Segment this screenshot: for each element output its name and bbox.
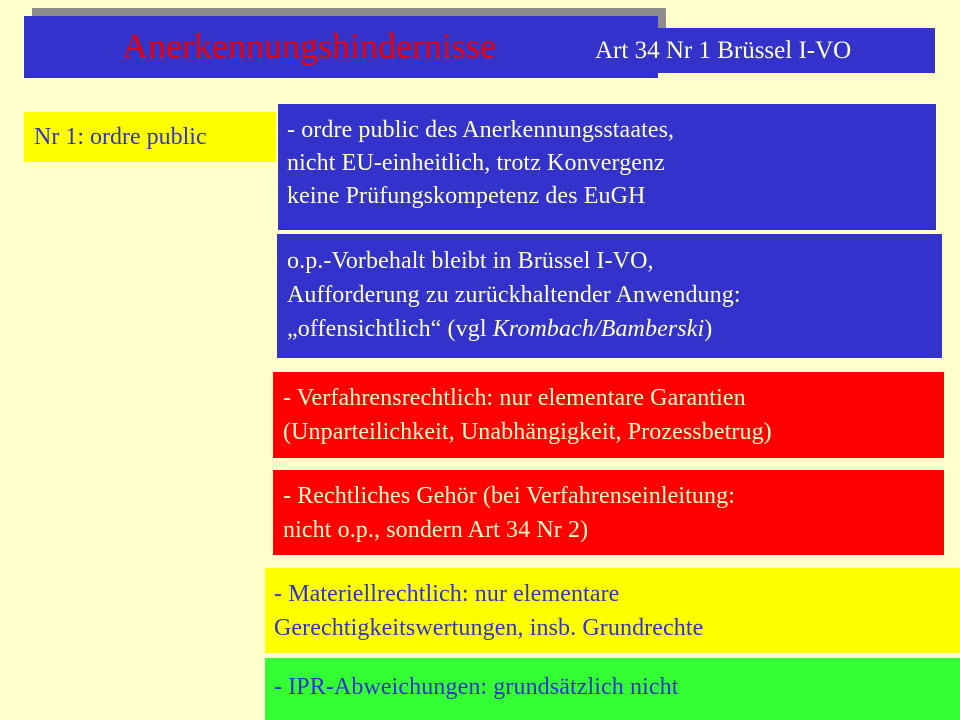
text-line: - Verfahrensrechtlich: nur elementare Garantien (283, 385, 746, 411)
op-reservation-box (277, 234, 942, 358)
text-line: nicht EU-einheitlich, trotz Konvergenz (287, 150, 665, 176)
article-reference: Art 34 Nr 1 Brüssel I-VO (583, 28, 935, 73)
ordre-public-box (278, 104, 936, 230)
text-prefix: „offensichtlich“ (vgl (287, 316, 493, 342)
text-line: - ordre public des Anerkennungsstaates, (287, 117, 675, 143)
substantive-law-box (265, 568, 960, 653)
procedural-box (273, 372, 944, 458)
slide-title: Anerkennungshindernisse (122, 26, 496, 66)
text-line: o.p.-Vorbehalt bleibt in Brüssel I-VO, (287, 248, 654, 274)
text-line: - Materiellrechtlich: nur elementare (274, 581, 620, 607)
text-suffix: ) (704, 316, 713, 342)
title-bar (24, 16, 658, 78)
right-to-be-heard-box (273, 470, 944, 555)
text-line: keine Prüfungskompetenz des EuGH (287, 183, 646, 209)
text-line: (Unparteilichkeit, Unabhängigkeit, Prozessbetrug) (283, 419, 772, 445)
pil-deviations-box (265, 658, 960, 720)
text-line: - IPR-Abweichungen: grundsätzlich nicht (274, 674, 679, 700)
text-line: Aufforderung zu zurückhaltender Anwendung: (287, 282, 741, 308)
text-line: Gerechtigkeitswertungen, insb. Grundrechte (274, 615, 704, 641)
section-label: Nr 1: ordre public (24, 112, 276, 162)
text-line: - Rechtliches Gehör (bei Verfahrenseinleitung: (283, 483, 735, 509)
text-line-with-citation (287, 312, 942, 346)
text-line: nicht o.p., sondern Art 34 Nr 2) (283, 517, 589, 543)
case-citation: Krombach/Bamberski (492, 316, 705, 342)
